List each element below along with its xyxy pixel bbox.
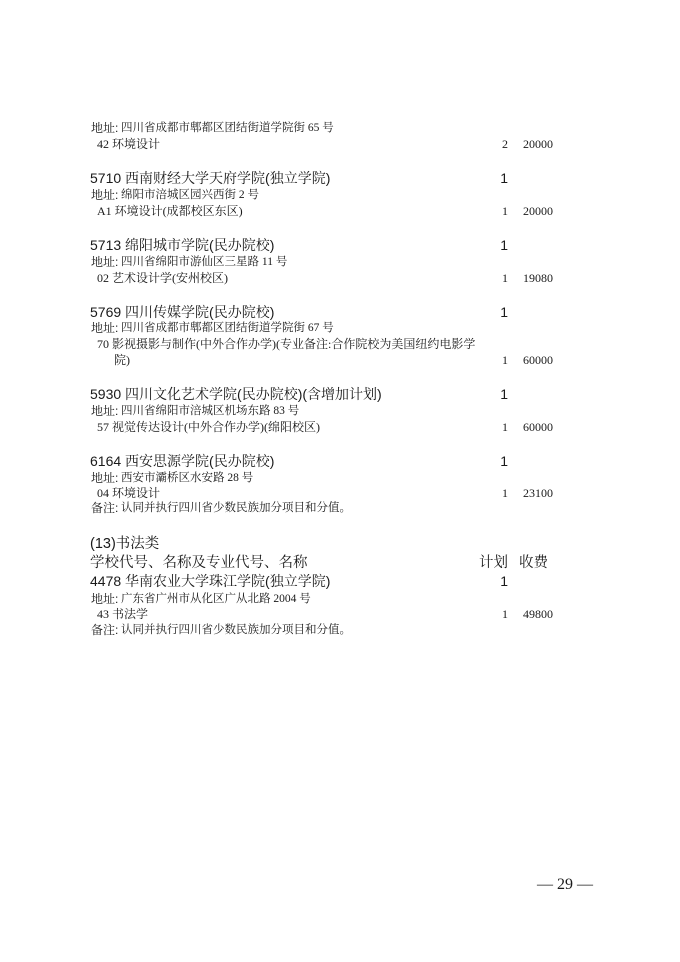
major-fee: 19080 — [523, 271, 553, 285]
section-title: (13)书法类 — [90, 536, 160, 552]
major-plan: 1 — [502, 204, 508, 218]
address-label: 地址: — [91, 592, 119, 606]
school-plan: 1 — [500, 237, 508, 253]
major-fee: 20000 — [523, 137, 553, 151]
note-label: 备注: — [91, 623, 119, 637]
column-header-fee: 收费 — [519, 555, 548, 571]
address-label: 地址: — [91, 121, 119, 135]
major-plan: 1 — [502, 353, 508, 367]
column-header-plan: 计划 — [479, 555, 508, 571]
major-fee: 20000 — [523, 204, 553, 218]
major-plan: 1 — [502, 607, 508, 621]
address-label: 地址: — [91, 321, 119, 335]
address-text: 四川省成都市郫都区团结街道学院街 65 号 — [121, 122, 334, 134]
note-text: 认同并执行四川省少数民族加分项目和分值。 — [121, 502, 351, 514]
school-plan: 1 — [500, 386, 508, 402]
major-fee: 23100 — [523, 486, 553, 500]
address-text: 广东省广州市从化区广从北路 2004 号 — [121, 593, 311, 605]
school-name: 6164 西安思源学院(民办院校) — [90, 453, 275, 469]
address-text: 西安市灞桥区水安路 28 号 — [121, 472, 254, 484]
major-row — [0, 201, 680, 221]
major-name: 42 环境设计 — [97, 137, 161, 151]
school-plan: 1 — [500, 453, 508, 469]
note-line — [0, 498, 680, 518]
school-plan: 1 — [500, 304, 508, 320]
address-text: 四川省绵阳市涪城区机场东路 83 号 — [121, 405, 300, 417]
school-plan: 1 — [500, 170, 508, 186]
major-row — [0, 417, 680, 437]
note-text: 认同并执行四川省少数民族加分项目和分值。 — [121, 624, 351, 636]
school-name: 5710 西南财经大学天府学院(独立学院) — [90, 170, 331, 186]
major-name: 02 艺术设计学(安州校区) — [97, 271, 228, 285]
major-row-continued — [0, 350, 680, 370]
address-label: 地址: — [91, 404, 119, 418]
column-header-row — [0, 553, 680, 573]
note-label: 备注: — [91, 501, 119, 515]
major-name: 04 环境设计 — [97, 486, 161, 500]
address-label: 地址: — [91, 471, 119, 485]
major-name: A1 环境设计(成都校区东区) — [97, 204, 243, 218]
school-name: 5769 四川传媒学院(民办院校) — [90, 304, 275, 320]
major-fee: 49800 — [523, 607, 553, 621]
school-name: 5930 四川文化艺术学院(民办院校)(含增加计划) — [90, 386, 382, 402]
address-text: 绵阳市涪城区园兴西街 2 号 — [121, 189, 259, 201]
major-row — [0, 268, 680, 288]
major-plan: 1 — [502, 271, 508, 285]
major-row — [0, 134, 680, 154]
major-name: 43 书法学 — [97, 607, 149, 621]
school-plan: 1 — [500, 573, 508, 589]
school-name: 4478 华南农业大学珠江学院(独立学院) — [90, 573, 331, 589]
address-text: 四川省绵阳市游仙区三星路 11 号 — [121, 256, 288, 268]
section-title-row — [0, 534, 680, 554]
note-line — [0, 620, 680, 640]
address-label: 地址: — [91, 188, 119, 202]
major-fee: 60000 — [523, 353, 553, 367]
school-name: 5713 绵阳城市学院(民办院校) — [90, 237, 275, 253]
major-name-continued: 院) — [114, 353, 130, 367]
address-text: 四川省成都市郫都区团结街道学院街 67 号 — [121, 322, 334, 334]
column-header-name: 学校代号、名称及专业代号、名称 — [90, 555, 308, 571]
school-row — [0, 571, 680, 591]
major-name: 70 影视摄影与制作(中外合作办学)(专业备注:合作院校为美国纽约电影学 — [97, 337, 476, 351]
page-number: — 29 — — [537, 876, 593, 893]
major-plan: 2 — [502, 137, 508, 151]
major-name: 57 视觉传达设计(中外合作办学)(绵阳校区) — [97, 420, 320, 434]
address-label: 地址: — [91, 255, 119, 269]
major-plan: 1 — [502, 420, 508, 434]
major-plan: 1 — [502, 486, 508, 500]
major-fee: 60000 — [523, 420, 553, 434]
